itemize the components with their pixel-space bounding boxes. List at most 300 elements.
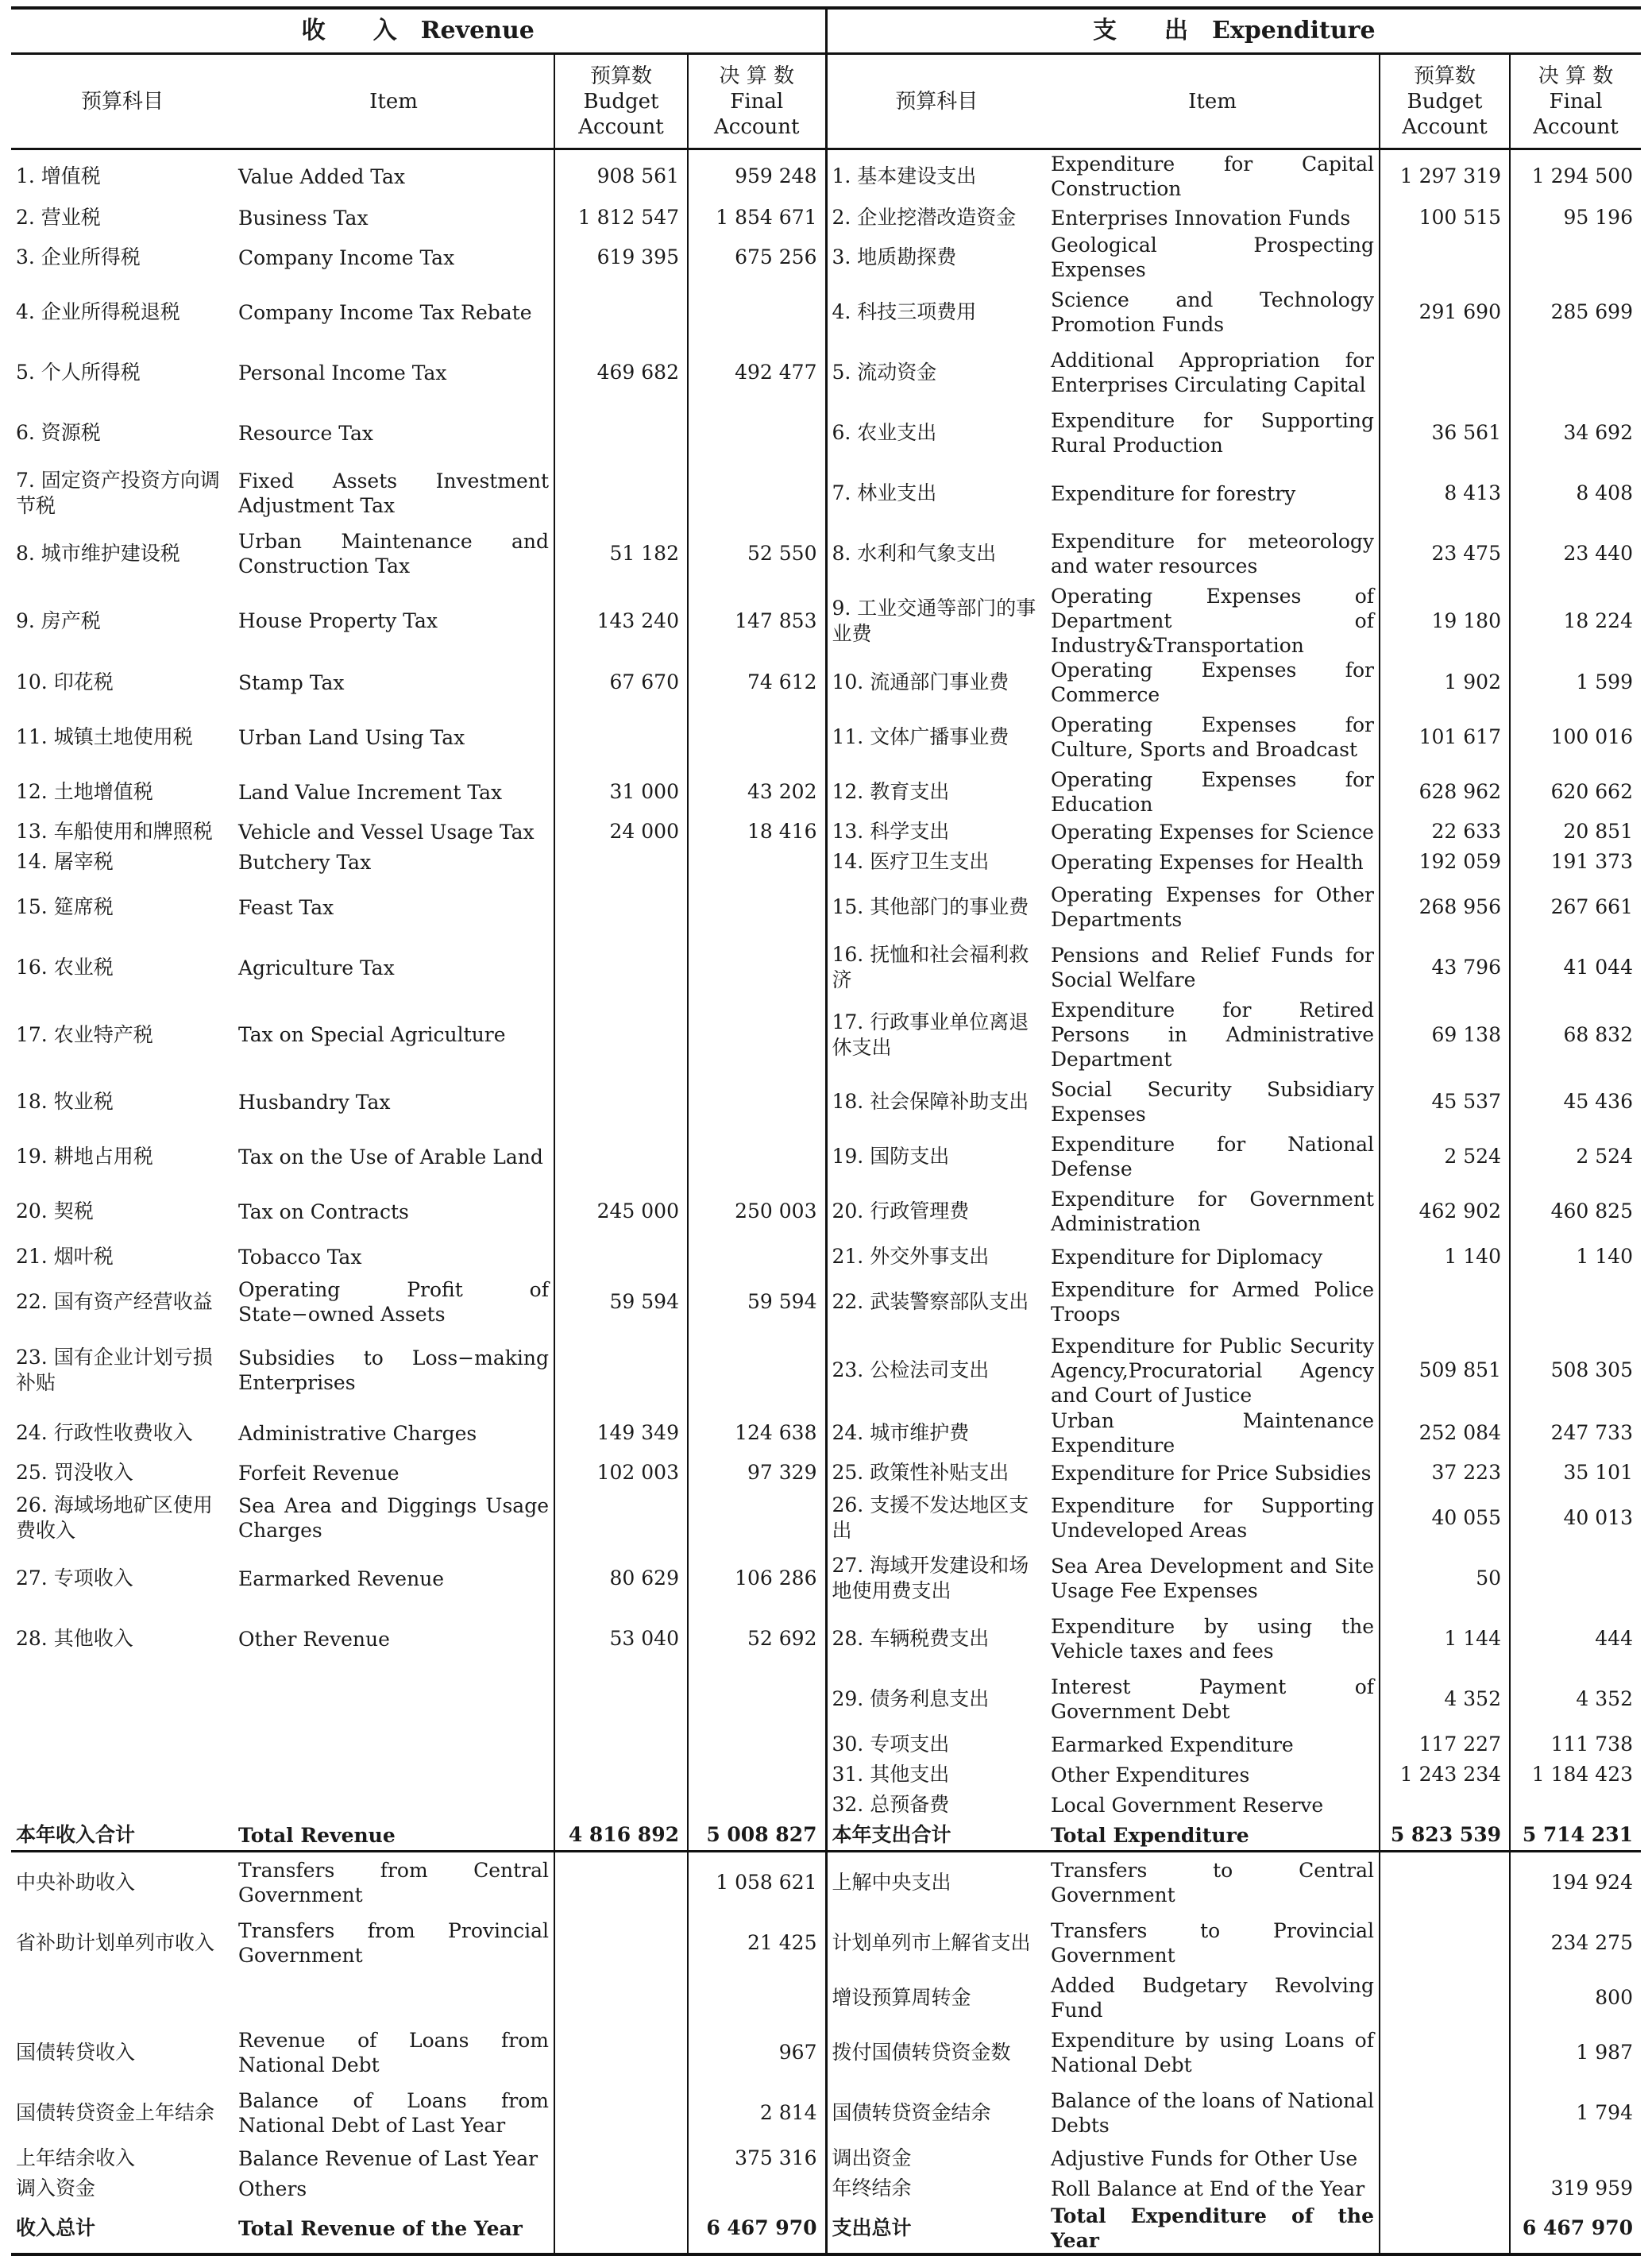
expenditure-budget-cell: 37 223 — [1380, 1458, 1510, 1488]
revenue-budget-cell — [554, 2143, 688, 2173]
revenue-budget-cell: 102 003 — [554, 1458, 688, 1488]
revenue-final-cell — [688, 1488, 826, 1548]
revenue-subject-cell — [11, 1973, 234, 2022]
expenditure-final-cell: 508 305 — [1510, 1332, 1641, 1408]
revenue-budget-cell — [554, 1729, 688, 1760]
revenue-item-cell: Company Income Tax Rebate — [238, 300, 532, 324]
revenue-subject-cell: 10. 印花税 — [16, 670, 114, 693]
table-row — [11, 707, 1641, 767]
expenditure-item-cell: Added Budgetary Revolving Fund — [1051, 1974, 1374, 2022]
revenue-item-cell: Value Added Tax — [238, 164, 406, 188]
revenue-final-cell: 967 — [688, 2022, 826, 2083]
expenditure-budget-cell: 1 297 319 — [1380, 149, 1510, 203]
revenue-subject-cell: 19. 耕地占用税 — [16, 1145, 153, 1168]
revenue-final-cell: 675 256 — [688, 233, 826, 282]
revenue-item-cell: Balance Revenue of Last Year — [238, 2146, 538, 2170]
expenditure-final-cell: 4 352 — [1510, 1669, 1641, 1729]
expenditure-subject-cell: 17. 行政事业单位离退休支出 — [826, 998, 1046, 1072]
revenue-budget-cell — [554, 2204, 688, 2254]
expenditure-subject-cell: 23. 公检法司支出 — [826, 1332, 1046, 1408]
revenue-final-cell — [688, 998, 826, 1072]
revenue-final-cell: 375 316 — [688, 2143, 826, 2173]
expenditure-item-cell: Sea Area Development and Site Usage Fee Expenses — [1051, 1555, 1374, 1602]
table-row — [11, 1332, 1641, 1408]
expenditure-budget-cell: 101 617 — [1380, 707, 1510, 767]
revenue-final-cell: 43 202 — [688, 767, 826, 817]
revenue-item-cell: Operating Profit of State−owned Assets — [238, 1278, 549, 1326]
revenue-item-cell: Total Revenue — [234, 1820, 554, 1852]
expenditure-final-cell — [1510, 342, 1641, 403]
expenditure-budget-cell: 2 524 — [1380, 1132, 1510, 1181]
revenue-final-cell — [688, 403, 826, 463]
expenditure-budget-cell: 8 413 — [1380, 463, 1510, 523]
expenditure-budget-cell: 1 140 — [1380, 1242, 1510, 1272]
transfer-row — [11, 1852, 1641, 1914]
expenditure-item-cell: Interest Payment of Government Debt — [1051, 1675, 1374, 1723]
expenditure-subject-cell: 27. 海域开发建设和场地使用费支出 — [826, 1548, 1046, 1609]
revenue-item-cell: House Property Tax — [238, 609, 438, 632]
expenditure-final-cell: 5 714 231 — [1510, 1820, 1641, 1852]
revenue-subject-cell: 3. 企业所得税 — [16, 245, 141, 268]
revenue-final-cell: 1 058 621 — [688, 1852, 826, 1914]
revenue-subject-cell: 18. 牧业税 — [16, 1090, 114, 1113]
expenditure-section-title: 支 出 Expenditure — [826, 8, 1641, 54]
expenditure-item-cell: Science and Technology Promotion Funds — [1051, 288, 1374, 336]
expenditure-subject-cell: 19. 国防支出 — [826, 1132, 1046, 1181]
revenue-final-cell: 959 248 — [688, 149, 826, 203]
expenditure-budget-cell — [1380, 2173, 1510, 2204]
revenue-final-cell — [688, 1132, 826, 1181]
revenue-subject-cell: 28. 其他收入 — [16, 1627, 133, 1650]
expenditure-final-cell: 1 794 — [1510, 2083, 1641, 2143]
expenditure-subject-cell: 15. 其他部门的事业费 — [826, 877, 1046, 937]
revenue-final-cell: 2 814 — [688, 2083, 826, 2143]
revenue-item-cell — [234, 1669, 554, 1729]
expenditure-final-cell: 285 699 — [1510, 282, 1641, 342]
table-row — [11, 847, 1641, 877]
expenditure-budget-cell: 509 851 — [1380, 1332, 1510, 1408]
revenue-budget-cell: 149 349 — [554, 1408, 688, 1458]
revenue-subject-cell: 25. 罚没收入 — [16, 1461, 133, 1484]
expenditure-budget-cell: 462 902 — [1380, 1181, 1510, 1242]
transfer-row — [11, 2143, 1641, 2173]
revenue-final-cell — [688, 1332, 826, 1408]
col-header-expenditure-final — [1510, 54, 1641, 149]
budget-header-line: Budget — [1407, 89, 1483, 114]
revenue-item-cell: Resource Tax — [238, 421, 374, 445]
revenue-subject-cell: 17. 农业特产税 — [16, 1022, 153, 1046]
expenditure-subject-cell: 12. 教育支出 — [826, 767, 1046, 817]
revenue-budget-cell: 4 816 892 — [554, 1820, 688, 1852]
table-row — [11, 877, 1641, 937]
revenue-final-cell — [688, 2173, 826, 2204]
expenditure-item-cell: Operating Expenses of Department of Industry&Transportation — [1051, 585, 1374, 657]
revenue-budget-cell — [554, 2173, 688, 2204]
expenditure-final-cell: 18 224 — [1510, 584, 1641, 658]
col-header-revenue-budget — [554, 54, 688, 149]
expenditure-budget-cell: 23 475 — [1380, 523, 1510, 584]
final-header-line: 决 算 数 — [719, 64, 795, 88]
revenue-subject-cell: 调入资金 — [16, 2177, 96, 2200]
expenditure-item-cell: Total Expenditure — [1046, 1820, 1380, 1852]
expenditure-item-cell: Expenditure for Armed Police Troops — [1051, 1278, 1374, 1326]
expenditure-budget-cell — [1380, 1852, 1510, 1914]
expenditure-item-cell: Operating Expenses for Culture, Sports and Broadcast — [1051, 713, 1374, 761]
expenditure-budget-cell: 19 180 — [1380, 584, 1510, 658]
expenditure-subject-cell: 31. 其他支出 — [826, 1760, 1046, 1790]
transfer-row — [11, 2173, 1641, 2204]
budget-header-line: Budget — [583, 89, 659, 114]
table-row — [11, 342, 1641, 403]
expenditure-item-cell: Enterprises Innovation Funds — [1051, 206, 1351, 230]
expenditure-budget-cell — [1380, 2022, 1510, 2083]
revenue-item-cell: Company Income Tax — [238, 245, 455, 269]
revenue-final-cell — [688, 1072, 826, 1132]
expenditure-item-cell: Additional Appropriation for Enterprises Circulating Capital — [1051, 349, 1374, 396]
revenue-item-cell: Tax on Contracts — [238, 1199, 409, 1223]
revenue-subject-cell: 22. 国有资产经营收益 — [16, 1290, 213, 1313]
revenue-subject-cell: 20. 契税 — [16, 1199, 94, 1223]
expenditure-item-cell: Geological Prospecting Expenses — [1051, 234, 1374, 281]
expenditure-subject-cell: 2. 企业挖潜改造资金 — [826, 203, 1046, 233]
expenditure-subject-cell: 调出资金 — [826, 2143, 1046, 2173]
expenditure-final-cell: 267 661 — [1510, 877, 1641, 937]
revenue-final-cell — [688, 937, 826, 998]
expenditure-item-cell: Operating Expenses for Education — [1051, 768, 1374, 816]
revenue-budget-cell — [554, 847, 688, 877]
revenue-item-cell: Tobacco Tax — [238, 1245, 362, 1269]
revenue-item-cell: Agriculture Tax — [238, 956, 395, 979]
expenditure-final-cell — [1510, 2143, 1641, 2173]
expenditure-item-cell: Expenditure for Capital Construction — [1051, 153, 1374, 200]
expenditure-item-cell: Operating Expenses for Other Departments — [1051, 883, 1374, 931]
table-row — [11, 1242, 1641, 1272]
final-header-line: Final — [730, 89, 784, 114]
expenditure-final-cell — [1510, 1548, 1641, 1609]
revenue-subject-cell: 11. 城镇土地使用税 — [16, 725, 193, 748]
expenditure-final-cell: 35 101 — [1510, 1458, 1641, 1488]
table-row — [11, 463, 1641, 523]
revenue-final-cell: 18 416 — [688, 817, 826, 847]
revenue-section-title: 收 入 Revenue — [11, 8, 826, 54]
expenditure-final-cell: 620 662 — [1510, 767, 1641, 817]
expenditure-item-cell: Expenditure for Government Administration — [1051, 1188, 1374, 1235]
table-row — [11, 1181, 1641, 1242]
expenditure-final-cell: 1 987 — [1510, 2022, 1641, 2083]
table-row — [11, 767, 1641, 817]
expenditure-budget-cell — [1380, 2204, 1510, 2254]
revenue-subject-cell — [11, 1760, 234, 1790]
expenditure-item-cell: Expenditure by using the Vehicle taxes and fees — [1051, 1615, 1374, 1663]
revenue-subject-cell: 7. 固定资产投资方向调节税 — [16, 469, 220, 517]
expenditure-budget-cell: 100 515 — [1380, 203, 1510, 233]
column-header-row — [11, 54, 1641, 149]
final-header-line: 决 算 数 — [1538, 64, 1614, 88]
expenditure-subject-cell: 上解中央支出 — [826, 1852, 1046, 1914]
expenditure-budget-cell: 40 055 — [1380, 1488, 1510, 1548]
final-header-line: Account — [1533, 114, 1619, 139]
expenditure-budget-cell: 36 561 — [1380, 403, 1510, 463]
expenditure-subject-cell: 7. 林业支出 — [826, 463, 1046, 523]
revenue-budget-cell — [554, 937, 688, 998]
transfer-row — [11, 2022, 1641, 2083]
expenditure-item-cell: Operating Expenses for Science — [1051, 820, 1374, 844]
expenditure-budget-cell: 4 352 — [1380, 1669, 1510, 1729]
revenue-subject-cell: 27. 专项收入 — [16, 1566, 133, 1590]
expenditure-subject-cell: 26. 支援不发达地区支出 — [826, 1488, 1046, 1548]
revenue-final-cell: 492 477 — [688, 342, 826, 403]
expenditure-final-cell: 40 013 — [1510, 1488, 1641, 1548]
expenditure-item-cell: Roll Balance at End of the Year — [1051, 2177, 1365, 2200]
revenue-budget-cell — [554, 1852, 688, 1914]
revenue-budget-cell — [554, 282, 688, 342]
revenue-final-cell — [688, 1729, 826, 1760]
revenue-item-cell: Vehicle and Vessel Usage Tax — [238, 820, 535, 844]
revenue-item-cell: Tax on the Use of Arable Land — [238, 1145, 543, 1169]
expenditure-final-cell: 194 924 — [1510, 1852, 1641, 1914]
expenditure-budget-cell — [1380, 2083, 1510, 2143]
revenue-subject-cell: 23. 国有企业计划亏损补贴 — [16, 1346, 213, 1394]
expenditure-budget-cell: 1 243 234 — [1380, 1760, 1510, 1790]
table-row — [11, 1548, 1641, 1609]
expenditure-final-cell: 6 467 970 — [1510, 2204, 1641, 2254]
transfer-row — [11, 2083, 1641, 2143]
expenditure-budget-cell: 5 823 539 — [1380, 1820, 1510, 1852]
expenditure-budget-cell: 628 962 — [1380, 767, 1510, 817]
budget-header-line: 预算数 — [1413, 64, 1476, 88]
expenditure-final-cell: 68 832 — [1510, 998, 1641, 1072]
col-header-revenue-subject: 预算科目 — [11, 54, 234, 149]
revenue-item-cell: Revenue of Loans from National Debt — [238, 2029, 549, 2076]
expenditure-item-cell: Expenditure for Supporting Undeveloped Areas — [1051, 1494, 1374, 1542]
expenditure-subject-cell: 25. 政策性补贴支出 — [826, 1458, 1046, 1488]
expenditure-final-cell: 2 524 — [1510, 1132, 1641, 1181]
expenditure-budget-cell: 192 059 — [1380, 847, 1510, 877]
revenue-subject-cell: 9. 房产税 — [16, 608, 101, 632]
revenue-final-cell: 21 425 — [688, 1913, 826, 1973]
expenditure-final-cell: 34 692 — [1510, 403, 1641, 463]
expenditure-item-cell: Local Government Reserve — [1051, 1793, 1324, 1817]
revenue-budget-cell: 1 812 547 — [554, 203, 688, 233]
revenue-item-cell: Land Value Increment Tax — [238, 780, 503, 804]
budget-header-line: Account — [578, 114, 664, 139]
expenditure-final-cell: 460 825 — [1510, 1181, 1641, 1242]
expenditure-subject-cell: 13. 科学支出 — [826, 817, 1046, 847]
expenditure-final-cell: 95 196 — [1510, 203, 1641, 233]
revenue-final-cell — [688, 1790, 826, 1820]
table-row — [11, 998, 1641, 1072]
expenditure-final-cell: 111 738 — [1510, 1729, 1641, 1760]
revenue-budget-cell: 143 240 — [554, 584, 688, 658]
table-row — [11, 1488, 1641, 1548]
expenditure-subject-cell: 年终结余 — [826, 2173, 1046, 2204]
table-row — [11, 1760, 1641, 1790]
revenue-item-cell: Urban Land Using Tax — [238, 725, 465, 749]
expenditure-subject-cell: 32. 总预备费 — [826, 1790, 1046, 1820]
expenditure-subject-cell: 5. 流动资金 — [826, 342, 1046, 403]
revenue-item-cell: Forfeit Revenue — [238, 1461, 399, 1485]
revenue-item-cell: Tax on Special Agriculture — [238, 1023, 506, 1046]
revenue-budget-cell: 59 594 — [554, 1272, 688, 1332]
table-row — [11, 1072, 1641, 1132]
expenditure-item-cell: Urban Maintenance Expenditure — [1051, 1409, 1374, 1457]
revenue-final-cell: 52 550 — [688, 523, 826, 584]
revenue-final-cell: 74 612 — [688, 658, 826, 707]
revenue-budget-cell — [554, 1132, 688, 1181]
table-row — [11, 282, 1641, 342]
expenditure-item-cell: Earmarked Expenditure — [1051, 1733, 1294, 1756]
revenue-subject-cell: 13. 车船使用和牌照税 — [16, 820, 213, 843]
table-row — [11, 817, 1641, 847]
revenue-item-cell: Other Revenue — [238, 1627, 390, 1651]
expenditure-final-cell: 1 294 500 — [1510, 149, 1641, 203]
expenditure-subject-cell: 16. 抚恤和社会福利救济 — [826, 937, 1046, 998]
revenue-final-cell — [688, 847, 826, 877]
expenditure-subject-cell: 1. 基本建设支出 — [826, 149, 1046, 203]
expenditure-budget-cell: 45 537 — [1380, 1072, 1510, 1132]
revenue-item-cell: Total Revenue of the Year — [234, 2204, 554, 2254]
revenue-budget-cell — [554, 1488, 688, 1548]
table-row — [11, 1609, 1641, 1669]
revenue-budget-cell — [554, 707, 688, 767]
revenue-subject-cell: 国债转贷收入 — [16, 2041, 136, 2064]
revenue-budget-cell — [554, 1332, 688, 1408]
revenue-subject-cell: 14. 屠宰税 — [16, 850, 114, 873]
revenue-item-cell: Transfers from Provincial Government — [238, 1919, 549, 1967]
revenue-budget-cell: 469 682 — [554, 342, 688, 403]
revenue-budget-cell — [554, 877, 688, 937]
revenue-final-cell — [688, 1669, 826, 1729]
table-row — [11, 584, 1641, 658]
expenditure-item-cell: Expenditure for Supporting Rural Production — [1051, 409, 1374, 457]
revenue-item-cell: Fixed Assets Investment Adjustment Tax — [238, 469, 549, 517]
expenditure-budget-cell: 1 902 — [1380, 658, 1510, 707]
revenue-subject-cell — [11, 1669, 234, 1729]
budget-revenue-expenditure-table — [11, 6, 1641, 2256]
revenue-item-cell: Transfers from Central Government — [238, 1859, 549, 1906]
expenditure-subject-cell: 10. 流通部门事业费 — [826, 658, 1046, 707]
revenue-subject-cell: 12. 土地增值税 — [16, 780, 153, 803]
table-row — [11, 1729, 1641, 1760]
expenditure-subject-cell: 11. 文体广播事业费 — [826, 707, 1046, 767]
budget-header-line: 预算数 — [589, 64, 652, 88]
expenditure-final-cell: 8 408 — [1510, 463, 1641, 523]
revenue-subject-cell: 21. 烟叶税 — [16, 1245, 114, 1268]
expenditure-subject-cell: 24. 城市维护费 — [826, 1408, 1046, 1458]
expenditure-budget-cell — [1380, 1973, 1510, 2022]
expenditure-subject-cell: 本年支出合计 — [826, 1820, 1046, 1852]
revenue-subject-cell: 8. 城市维护建设税 — [16, 542, 180, 565]
revenue-item-cell: Administrative Charges — [238, 1421, 477, 1445]
revenue-item-cell: Earmarked Revenue — [238, 1566, 445, 1590]
expenditure-subject-cell: 4. 科技三项费用 — [826, 282, 1046, 342]
revenue-budget-cell — [554, 998, 688, 1072]
revenue-final-cell: 5 008 827 — [688, 1820, 826, 1852]
expenditure-subject-cell: 14. 医疗卫生支出 — [826, 847, 1046, 877]
expenditure-subject-cell: 拨付国债转贷资金数 — [826, 2022, 1046, 2083]
revenue-final-cell — [688, 463, 826, 523]
revenue-subject-cell: 24. 行政性收费收入 — [16, 1421, 193, 1444]
revenue-budget-cell: 24 000 — [554, 817, 688, 847]
revenue-budget-cell — [554, 2022, 688, 2083]
expenditure-final-cell — [1510, 1790, 1641, 1820]
expenditure-item-cell: Operating Expenses for Health — [1051, 850, 1364, 874]
table-row — [11, 937, 1641, 998]
revenue-budget-cell — [554, 463, 688, 523]
expenditure-subject-cell: 6. 农业支出 — [826, 403, 1046, 463]
budget-header-line: Account — [1402, 114, 1488, 139]
revenue-budget-cell — [554, 1242, 688, 1272]
expenditure-final-cell: 1 599 — [1510, 658, 1641, 707]
revenue-item-cell: Balance of Loans from National Debt of Last Year — [238, 2089, 549, 2137]
revenue-budget-cell: 53 040 — [554, 1609, 688, 1669]
revenue-subject-cell — [11, 1729, 234, 1760]
table-row — [11, 1272, 1641, 1332]
expenditure-final-cell: 20 851 — [1510, 817, 1641, 847]
revenue-final-cell: 106 286 — [688, 1548, 826, 1609]
revenue-item-cell — [234, 1760, 554, 1790]
revenue-final-cell — [688, 877, 826, 937]
transfer-row — [11, 1913, 1641, 1973]
col-header-revenue-item: Item — [234, 54, 554, 149]
table-row — [11, 1408, 1641, 1458]
expenditure-item-cell: Transfers to Central Government — [1051, 1859, 1374, 1906]
revenue-item-cell — [234, 1973, 554, 2022]
expenditure-final-cell: 100 016 — [1510, 707, 1641, 767]
expenditure-budget-cell: 69 138 — [1380, 998, 1510, 1072]
revenue-item-cell: Business Tax — [238, 206, 369, 230]
expenditure-budget-cell: 43 796 — [1380, 937, 1510, 998]
revenue-subject-cell: 本年收入合计 — [11, 1820, 234, 1852]
revenue-final-cell: 6 467 970 — [688, 2204, 826, 2254]
revenue-subject-cell: 4. 企业所得税退税 — [16, 300, 180, 323]
expenditure-item-cell: Expenditure for Diplomacy — [1051, 1245, 1323, 1269]
table-row — [11, 658, 1641, 707]
revenue-subject-cell: 中央补助收入 — [16, 1871, 136, 1894]
col-header-expenditure-subject: 预算科目 — [826, 54, 1046, 149]
revenue-final-cell: 97 329 — [688, 1458, 826, 1488]
expenditure-budget-cell — [1380, 342, 1510, 403]
expenditure-final-cell: 45 436 — [1510, 1072, 1641, 1132]
expenditure-item-cell: Expenditure for Retired Persons in Administrative Department — [1051, 999, 1374, 1071]
revenue-budget-cell: 31 000 — [554, 767, 688, 817]
table-row — [11, 233, 1641, 282]
revenue-budget-cell: 619 395 — [554, 233, 688, 282]
expenditure-subject-cell: 30. 专项支出 — [826, 1729, 1046, 1760]
expenditure-item-cell: Adjustive Funds for Other Use — [1051, 2146, 1358, 2170]
expenditure-budget-cell: 252 084 — [1380, 1408, 1510, 1458]
table-row — [11, 203, 1641, 233]
table-row — [11, 1669, 1641, 1729]
expenditure-item-cell: Pensions and Relief Funds for Social Welfare — [1051, 944, 1374, 991]
revenue-final-cell — [688, 1242, 826, 1272]
expenditure-subject-cell: 9. 工业交通等部门的事业费 — [826, 584, 1046, 658]
expenditure-final-cell: 319 959 — [1510, 2173, 1641, 2204]
revenue-item-cell: Feast Tax — [238, 895, 334, 919]
table-row — [11, 523, 1641, 584]
final-header-line: Account — [714, 114, 800, 139]
revenue-budget-cell — [554, 2083, 688, 2143]
expenditure-budget-cell: 50 — [1380, 1548, 1510, 1609]
expenditure-item-cell: Expenditure for National Defense — [1051, 1133, 1374, 1180]
budget-table-container — [11, 6, 1641, 2256]
revenue-item-cell: Others — [238, 2177, 307, 2200]
expenditure-final-cell — [1510, 1272, 1641, 1332]
expenditure-final-cell: 234 275 — [1510, 1913, 1641, 1973]
expenditure-subject-cell: 8. 水利和气象支出 — [826, 523, 1046, 584]
expenditure-final-cell: 444 — [1510, 1609, 1641, 1669]
revenue-budget-cell — [554, 1760, 688, 1790]
